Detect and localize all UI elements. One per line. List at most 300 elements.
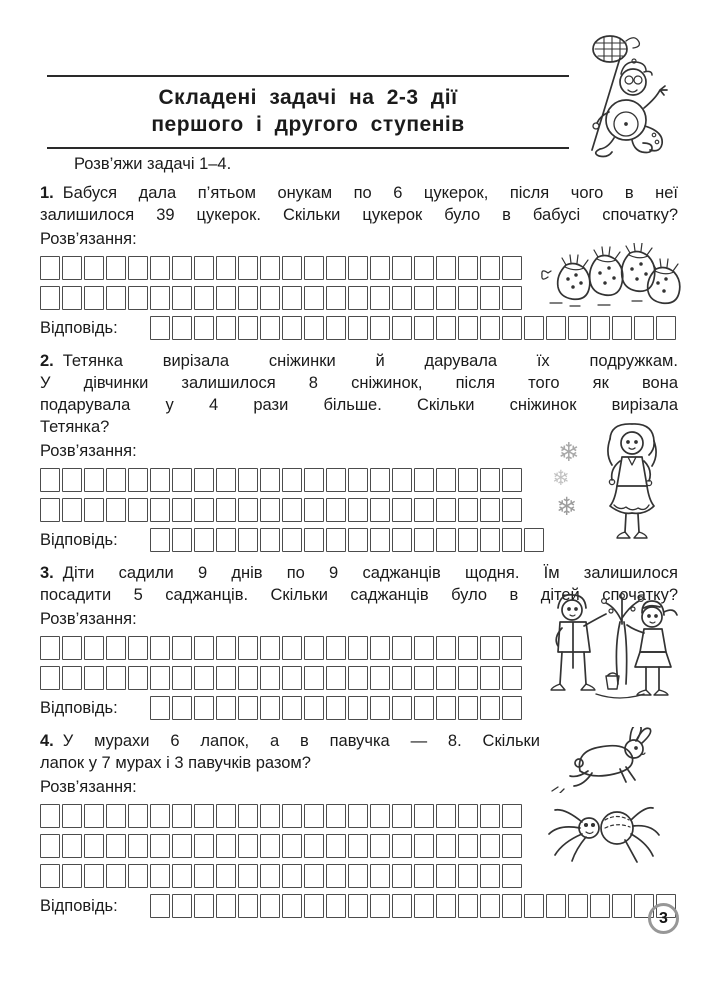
grid-cell (260, 666, 280, 690)
grid-cell (414, 468, 434, 492)
grid-cell (128, 498, 148, 522)
grid-cell (326, 286, 346, 310)
grid-cell (106, 256, 126, 280)
grid-cell (172, 834, 192, 858)
grid-cell (502, 316, 522, 340)
grid-cell (260, 528, 280, 552)
grid-cell (304, 834, 324, 858)
grid-cell (216, 864, 236, 888)
grid-cell (348, 498, 368, 522)
grid-cell (62, 286, 82, 310)
grid-cell (304, 286, 324, 310)
grid-cell (172, 528, 192, 552)
grid-cell (414, 256, 434, 280)
girl-illustration (592, 420, 672, 548)
grid-cell (282, 636, 302, 660)
grid-cell (524, 894, 544, 918)
grid-cell (458, 834, 478, 858)
grid-cell (84, 286, 104, 310)
grid-cell (436, 636, 456, 660)
problem-2-number: 2. (40, 352, 54, 370)
grid-cell (326, 804, 346, 828)
grid-cell (326, 636, 346, 660)
problem-4-text (40, 730, 540, 774)
grid-cell (348, 528, 368, 552)
solution-label: Розв’язання: (40, 442, 137, 460)
grid-cell (370, 834, 390, 858)
problem-3-line-1: Діти садили 9 днів по 9 саджанців щодня. Їм залишилося (62, 564, 678, 582)
grid-cell (502, 804, 522, 828)
grid-cell (62, 666, 82, 690)
grid-cell (458, 894, 478, 918)
grid-cell (392, 498, 412, 522)
grid-cell (502, 666, 522, 690)
answer-grid-row (150, 894, 676, 918)
grid-cell (370, 666, 390, 690)
grid-cell (348, 696, 368, 720)
grid-cell (238, 834, 258, 858)
grid-cell (304, 636, 324, 660)
snowflake-icon: ❄ (552, 466, 570, 490)
grid-cell (216, 468, 236, 492)
solution-grid-row (40, 468, 678, 492)
grid-cell (84, 834, 104, 858)
grid-cell (502, 286, 522, 310)
grid-cell (656, 316, 676, 340)
problem-2 (40, 350, 678, 552)
grid-cell (634, 316, 654, 340)
grid-cell (568, 894, 588, 918)
grid-cell (282, 894, 302, 918)
page-header (47, 75, 569, 149)
grid-cell (326, 528, 346, 552)
grid-cell (282, 256, 302, 280)
grid-cell (436, 498, 456, 522)
grid-cell (348, 286, 368, 310)
grid-cell (216, 316, 236, 340)
grid-cell (84, 666, 104, 690)
grid-cell (150, 286, 170, 310)
grid-cell (216, 696, 236, 720)
grid-cell (238, 316, 258, 340)
grid-cell (480, 864, 500, 888)
grid-cell (414, 834, 434, 858)
grid-cell (62, 804, 82, 828)
grid-cell (194, 834, 214, 858)
grid-cell (238, 804, 258, 828)
grid-cell (436, 468, 456, 492)
problem-1-text (40, 182, 678, 226)
grid-cell (348, 256, 368, 280)
grid-cell (546, 894, 566, 918)
problem-2-text (40, 350, 678, 438)
grid-cell (458, 528, 478, 552)
page-title-line-1: Складені задачі на 2-3 дії (158, 86, 458, 109)
grid-cell (458, 804, 478, 828)
grid-cell (370, 468, 390, 492)
grid-cell (304, 894, 324, 918)
grid-cell (216, 498, 236, 522)
grid-cell (348, 834, 368, 858)
grid-cell (40, 636, 60, 660)
grid-cell (612, 894, 632, 918)
grid-cell (392, 894, 412, 918)
grid-cell (194, 256, 214, 280)
grid-cell (326, 894, 346, 918)
grid-cell (392, 636, 412, 660)
grid-cell (458, 666, 478, 690)
grid-cell (150, 666, 170, 690)
grid-cell (216, 528, 236, 552)
grid-cell (238, 666, 258, 690)
grid-cell (40, 468, 60, 492)
grid-cell (392, 864, 412, 888)
grid-cell (216, 834, 236, 858)
grid-cell (348, 804, 368, 828)
grid-cell (150, 894, 170, 918)
grid-cell (150, 468, 170, 492)
grid-cell (480, 528, 500, 552)
grid-cell (260, 894, 280, 918)
problem-4-number: 4. (40, 732, 54, 750)
grid-cell (370, 528, 390, 552)
grid-cell (590, 316, 610, 340)
grid-cell (502, 864, 522, 888)
grid-cell (172, 468, 192, 492)
grid-cell (612, 316, 632, 340)
spider-illustration (545, 792, 663, 868)
grid-cell (326, 696, 346, 720)
answer-grid-row (150, 316, 676, 340)
grid-cell (480, 804, 500, 828)
grid-cell (414, 286, 434, 310)
grid-cell (260, 864, 280, 888)
grid-cell (106, 666, 126, 690)
grid-cell (414, 894, 434, 918)
grid-cell (590, 894, 610, 918)
grid-cell (150, 528, 170, 552)
grid-cell (238, 636, 258, 660)
grid-cell (128, 834, 148, 858)
grid-cell (128, 666, 148, 690)
grid-cell (172, 696, 192, 720)
grid-cell (348, 468, 368, 492)
grid-cell (370, 256, 390, 280)
grid-cell (150, 498, 170, 522)
grid-cell (502, 834, 522, 858)
grid-cell (304, 498, 324, 522)
answer-label: Відповідь: (40, 698, 118, 717)
grid-cell (414, 666, 434, 690)
grid-cell (260, 468, 280, 492)
grid-cell (502, 528, 522, 552)
grid-cell (480, 834, 500, 858)
net-pole (592, 58, 620, 150)
grid-cell (370, 864, 390, 888)
grid-cell (128, 864, 148, 888)
grid-cell (326, 316, 346, 340)
grid-cell (436, 256, 456, 280)
grid-cell (62, 636, 82, 660)
grid-cell (414, 636, 434, 660)
grid-cell (414, 804, 434, 828)
grid-cell (502, 468, 522, 492)
grid-cell (370, 316, 390, 340)
grid-cell (414, 864, 434, 888)
grid-cell (172, 256, 192, 280)
grid-cell (84, 468, 104, 492)
grid-cell (326, 666, 346, 690)
grid-cell (436, 894, 456, 918)
grid-cell (172, 286, 192, 310)
grid-cell (194, 286, 214, 310)
problem-text-line (40, 562, 678, 584)
grid-cell (216, 666, 236, 690)
problem-3-number: 3. (40, 564, 54, 582)
problem-1-number: 1. (40, 184, 54, 202)
grid-cell (282, 864, 302, 888)
grid-cell (480, 468, 500, 492)
grid-cell (194, 528, 214, 552)
grid-cell (304, 666, 324, 690)
problem-1-line-1: Бабуся дала п’ятьом онукам по 6 цукерок, після чого в неї (62, 184, 678, 202)
grid-cell (304, 256, 324, 280)
grid-cell (480, 696, 500, 720)
problem-2-line-2: У дівчинки залишилося 8 сніжинок, після того як вона (40, 374, 678, 392)
grid-cell (414, 696, 434, 720)
solution-label: Розв’язання: (40, 610, 137, 628)
grid-cell (260, 636, 280, 660)
grid-cell (326, 834, 346, 858)
grid-cell (348, 666, 368, 690)
grid-cell (62, 468, 82, 492)
grid-cell (128, 468, 148, 492)
grid-cell (150, 804, 170, 828)
grid-cell (150, 696, 170, 720)
answer-line (40, 316, 678, 340)
grid-cell (128, 636, 148, 660)
grid-cell (40, 864, 60, 888)
grid-cell (172, 636, 192, 660)
grid-cell (458, 636, 478, 660)
grid-cell (260, 316, 280, 340)
grid-cell (150, 316, 170, 340)
grid-cell (282, 834, 302, 858)
grid-cell (238, 894, 258, 918)
problem-1-line-2: залишилося 39 цукерок. Скільки цукерок було в бабусі спочатку? (40, 206, 678, 224)
grid-cell (282, 666, 302, 690)
grid-cell (524, 528, 544, 552)
grid-cell (216, 256, 236, 280)
grid-cell (106, 804, 126, 828)
grid-cell (436, 528, 456, 552)
grid-cell (370, 286, 390, 310)
grid-cell (502, 894, 522, 918)
grid-cell (480, 636, 500, 660)
grid-cell (348, 316, 368, 340)
grid-cell (216, 286, 236, 310)
grid-cell (260, 834, 280, 858)
grid-cell (172, 316, 192, 340)
grid-cell (40, 804, 60, 828)
page-title-line-2: першого і другого ступенів (151, 113, 465, 136)
grid-cell (260, 286, 280, 310)
grid-cell (260, 498, 280, 522)
grid-cell (62, 864, 82, 888)
grid-cell (546, 316, 566, 340)
problem-3-line-2: посадити 5 саджанців. Скільки саджанців було в дітей спочатку? (40, 586, 678, 604)
grid-cell (84, 636, 104, 660)
grid-cell (304, 528, 324, 552)
grid-cell (40, 498, 60, 522)
grid-cell (62, 498, 82, 522)
hare-illustration (548, 727, 656, 793)
grid-cell (458, 286, 478, 310)
grid-cell (238, 498, 258, 522)
grid-cell (194, 696, 214, 720)
grid-cell (502, 256, 522, 280)
grid-cell (282, 286, 302, 310)
problem-text-line (40, 182, 678, 204)
grid-cell (106, 498, 126, 522)
grid-cell (458, 696, 478, 720)
grid-cell (40, 256, 60, 280)
problem-4-line-1: У мурахи 6 лапок, а в павучка — 8. Скільки (62, 732, 540, 750)
answer-label: Відповідь: (40, 530, 118, 549)
grid-cell (414, 498, 434, 522)
grid-cell (480, 666, 500, 690)
answer-label: Відповідь: (40, 318, 118, 337)
grid-cell (238, 864, 258, 888)
grid-cell (238, 528, 258, 552)
grid-cell (150, 834, 170, 858)
grid-cell (458, 498, 478, 522)
grid-cell (106, 834, 126, 858)
grid-cell (62, 256, 82, 280)
grid-cell (172, 864, 192, 888)
grid-cell (172, 666, 192, 690)
grid-cell (128, 256, 148, 280)
grid-cell (436, 834, 456, 858)
grid-cell (502, 696, 522, 720)
grid-cell (238, 256, 258, 280)
grid-cell (260, 696, 280, 720)
snowflake-icon: ❄ (556, 492, 577, 521)
grid-cell (348, 894, 368, 918)
grid-cell (480, 894, 500, 918)
grid-cell (106, 636, 126, 660)
solution-label: Розв’язання: (40, 778, 137, 796)
snowflake-icon: ❄ (558, 438, 580, 468)
problem-text-line (40, 730, 540, 752)
grid-cell (194, 666, 214, 690)
grid-cell (216, 894, 236, 918)
grid-cell (524, 316, 544, 340)
grid-cell (194, 894, 214, 918)
grid-cell (150, 256, 170, 280)
grid-cell (436, 666, 456, 690)
grid-cell (282, 528, 302, 552)
grid-cell (436, 316, 456, 340)
grid-cell (40, 286, 60, 310)
grid-cell (502, 498, 522, 522)
grid-cell (106, 864, 126, 888)
grid-cell (502, 636, 522, 660)
grid-cell (216, 804, 236, 828)
grid-cell (392, 286, 412, 310)
children-planting-tree-illustration (540, 588, 685, 706)
answer-grid-row (150, 696, 522, 720)
grid-cell (392, 834, 412, 858)
grid-cell (282, 316, 302, 340)
grid-cell (414, 316, 434, 340)
grid-cell (194, 804, 214, 828)
grid-cell (436, 696, 456, 720)
grid-cell (172, 804, 192, 828)
grid-cell (348, 864, 368, 888)
grid-cell (392, 696, 412, 720)
grid-cell (304, 468, 324, 492)
page-number-badge (648, 903, 679, 934)
grid-cell (128, 804, 148, 828)
problem-2-line-3: подарувала у 4 рази більше. Скільки сніжинок вирізала (40, 396, 678, 414)
grid-cell (458, 864, 478, 888)
grid-cell (150, 636, 170, 660)
answer-line (40, 528, 678, 552)
grid-cell (260, 256, 280, 280)
grid-cell (106, 468, 126, 492)
answer-label: Відповідь: (40, 896, 118, 915)
grid-cell (370, 894, 390, 918)
grid-cell (326, 256, 346, 280)
grid-cell (392, 468, 412, 492)
problem-text-line (40, 350, 678, 372)
grid-cell (40, 666, 60, 690)
grid-cell (304, 696, 324, 720)
grid-cell (194, 468, 214, 492)
page-number: 3 (659, 909, 668, 927)
grid-cell (326, 864, 346, 888)
grid-cell (326, 468, 346, 492)
grid-cell (282, 804, 302, 828)
grid-cell (282, 498, 302, 522)
grid-cell (304, 864, 324, 888)
grid-cell (568, 316, 588, 340)
grid-cell (282, 468, 302, 492)
grid-cell (172, 894, 192, 918)
grid-cell (392, 666, 412, 690)
grid-cell (194, 864, 214, 888)
grid-cell (480, 498, 500, 522)
problem-2-line-4: Тетянка? (40, 418, 110, 436)
grid-cell (216, 636, 236, 660)
grid-cell (436, 864, 456, 888)
grid-cell (458, 316, 478, 340)
grid-cell (106, 286, 126, 310)
candy-bags-illustration (540, 243, 682, 309)
problem-4-line-2: лапок у 7 мурах і 3 павучків разом? (40, 754, 311, 772)
grid-cell (370, 696, 390, 720)
grid-cell (238, 696, 258, 720)
grid-cell (84, 256, 104, 280)
grid-cell (370, 636, 390, 660)
grid-cell (194, 636, 214, 660)
grid-cell (414, 528, 434, 552)
solution-label: Розв’язання: (40, 230, 137, 248)
grid-cell (84, 864, 104, 888)
grid-cell (84, 498, 104, 522)
grid-cell (480, 286, 500, 310)
